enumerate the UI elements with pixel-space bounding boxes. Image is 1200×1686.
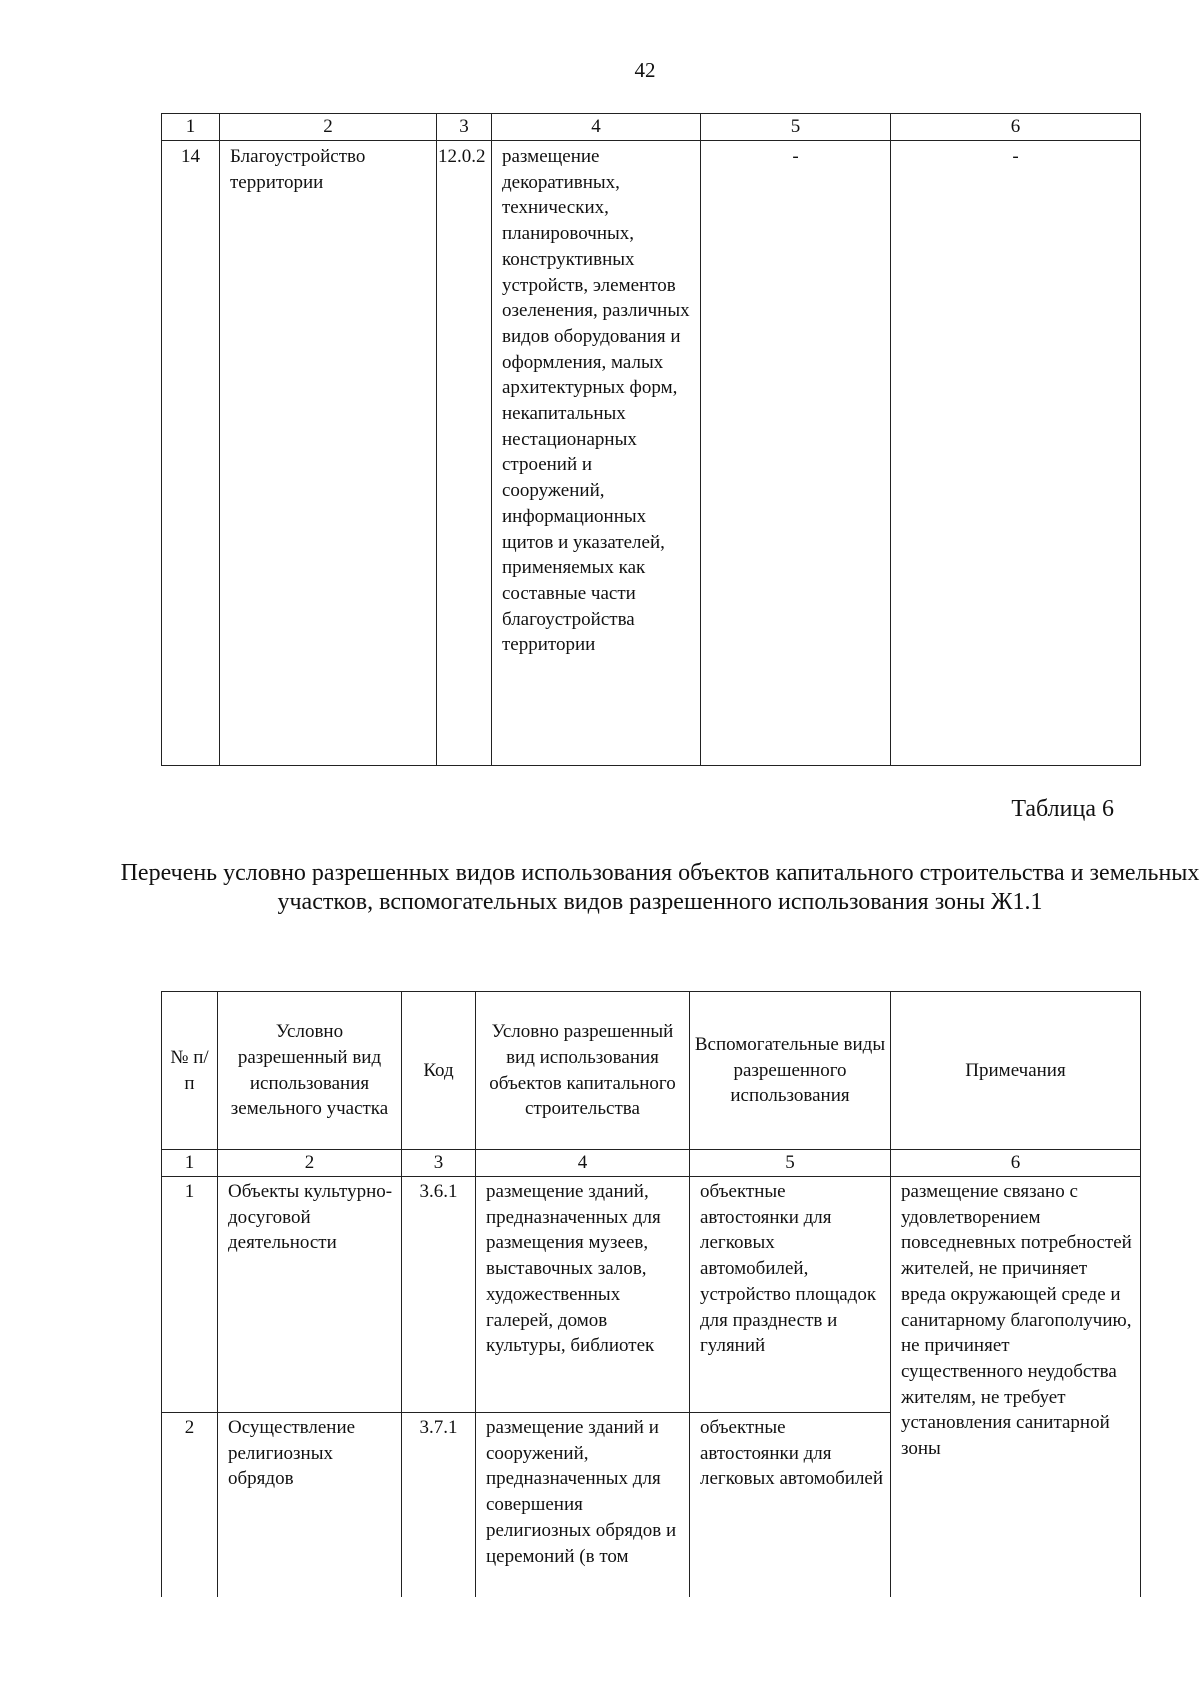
column-number-row (162, 1150, 1141, 1177)
column-number: 3 (437, 114, 492, 141)
column-number-row (162, 114, 1141, 141)
table-6 (161, 991, 1141, 1597)
page-number: 42 (634, 58, 656, 82)
header-code: Код (402, 992, 476, 1150)
row-number: 2 (162, 1413, 218, 1597)
column-number: 2 (218, 1150, 402, 1177)
use-description: размещение декоративных, технических, планировочных, конструктивных устройств, элементов озеленения, различных видов оборудования и оформления, малых архитектурных форм, некапитальных нестационарных строений и сооружений, информационных щитов и указателей, применяемых как составные части благоустройства территории (492, 141, 701, 766)
column-number: 3 (402, 1150, 476, 1177)
column-number: 5 (701, 114, 891, 141)
table-header-row (162, 992, 1141, 1150)
column-number: 6 (891, 1150, 1141, 1177)
land-use-name: Осуществление религиозных обрядов (218, 1413, 402, 1597)
column-number: 4 (492, 114, 701, 141)
table-row (162, 141, 1141, 766)
column-number: 1 (162, 1150, 218, 1177)
column-number: 4 (476, 1150, 690, 1177)
table-row (162, 1177, 1141, 1413)
auxiliary-uses: объектные автостоянки для легковых автомобилей, устройство площадок для празднеств и гуляний (690, 1177, 891, 1413)
row-number: 14 (162, 141, 220, 766)
use-code: 3.6.1 (402, 1177, 476, 1413)
header-capital-use: Условно разрешенный вид использования объектов капитального строительства (476, 992, 690, 1150)
header-notes: Примечания (891, 992, 1141, 1150)
column-number: 6 (891, 114, 1141, 141)
column-number: 2 (220, 114, 437, 141)
use-description: размещение зданий, предназначенных для размещения музеев, выставочных залов, художественных галерей, домов культуры, библиотек (476, 1177, 690, 1413)
use-description: размещение зданий и сооружений, предназначенных для совершения религиозных обрядов и церемоний (в том (476, 1413, 690, 1597)
table-label: Таблица 6 (1011, 796, 1114, 822)
header-auxiliary: Вспомогательные виды разрешенного использования (690, 992, 891, 1150)
continued-table (161, 113, 1141, 766)
land-use-name: Объекты культурно-досуговой деятельности (218, 1177, 402, 1413)
use-code: 12.0.2 (437, 141, 492, 766)
use-code: 3.7.1 (402, 1413, 476, 1597)
header-number: № п/п (162, 992, 218, 1150)
notes: размещение связано с удовлетворением повседневных потребностей жителей, не причиняет вреда окружающей среде и санитарному благополучию, не причиняет существенного неудобства жителям, не требует установления санитарной зоны (891, 1177, 1141, 1597)
row-number: 1 (162, 1177, 218, 1413)
auxiliary-uses: объектные автостоянки для легковых автомобилей (690, 1413, 891, 1597)
land-use-name: Благоустройство территории (220, 141, 437, 766)
column-number: 1 (162, 114, 220, 141)
table-title: Перечень условно разрешенных видов использования объектов капитального строительства и земельных участков, вспомогательных видов разрешенного использования зоны Ж1.1 (120, 860, 1200, 915)
auxiliary-uses: - (701, 141, 891, 766)
column-number: 5 (690, 1150, 891, 1177)
notes: - (891, 141, 1141, 766)
header-land-use: Условно разрешенный вид использования земельного участка (218, 992, 402, 1150)
